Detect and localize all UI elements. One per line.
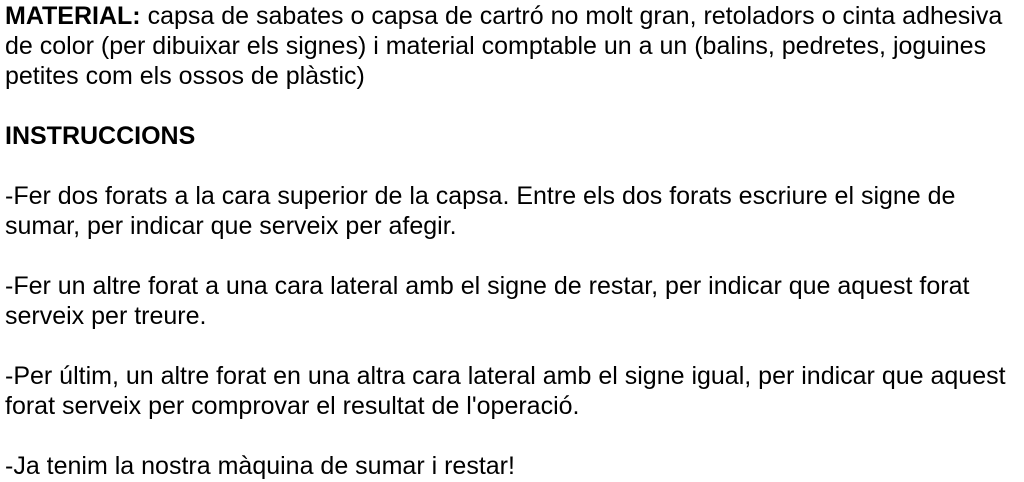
- material-paragraph: [5, 1, 1024, 91]
- step-1-paragraph: [5, 181, 1024, 241]
- instructions-heading-block: [5, 121, 1024, 151]
- step-2-line-1: -Fer un altre forat a una cara lateral amb el signe de restar, per indicar que aquest forat: [5, 272, 970, 300]
- step-2-paragraph: [5, 271, 1024, 331]
- instructions-heading: INSTRUCCIONS: [5, 122, 196, 150]
- step-3-line-1: -Per últim, un altre forat en una altra cara lateral amb el signe igual, per indicar que aquest: [5, 362, 1006, 390]
- step-4-line-1: -Ja tenim la nostra màquina de sumar i restar!: [5, 452, 515, 480]
- step-3-paragraph: [5, 361, 1024, 421]
- material-line-1: [5, 1, 1024, 31]
- step-3-line-2: forat serveix per comprovar el resultat de l'operació.: [5, 392, 580, 420]
- step-4-paragraph: [5, 451, 1024, 481]
- material-line-3: petites com els ossos de plàstic): [5, 62, 365, 90]
- step-1-line-2: sumar, per indicar que serveix per afegir.: [5, 212, 457, 240]
- material-line-2: de color (per dibuixar els signes) i material comptable un a un (balins, pedretes, joguines: [5, 32, 987, 60]
- material-line-1-text: capsa de sabates o capsa de cartró no molt gran, retoladors o cinta adhesiva: [140, 2, 1003, 30]
- material-label: MATERIAL:: [5, 2, 141, 30]
- step-2-line-2: serveix per treure.: [5, 302, 207, 330]
- step-1-line-1: -Fer dos forats a la cara superior de la capsa. Entre els dos forats escriure el signe de: [5, 182, 956, 210]
